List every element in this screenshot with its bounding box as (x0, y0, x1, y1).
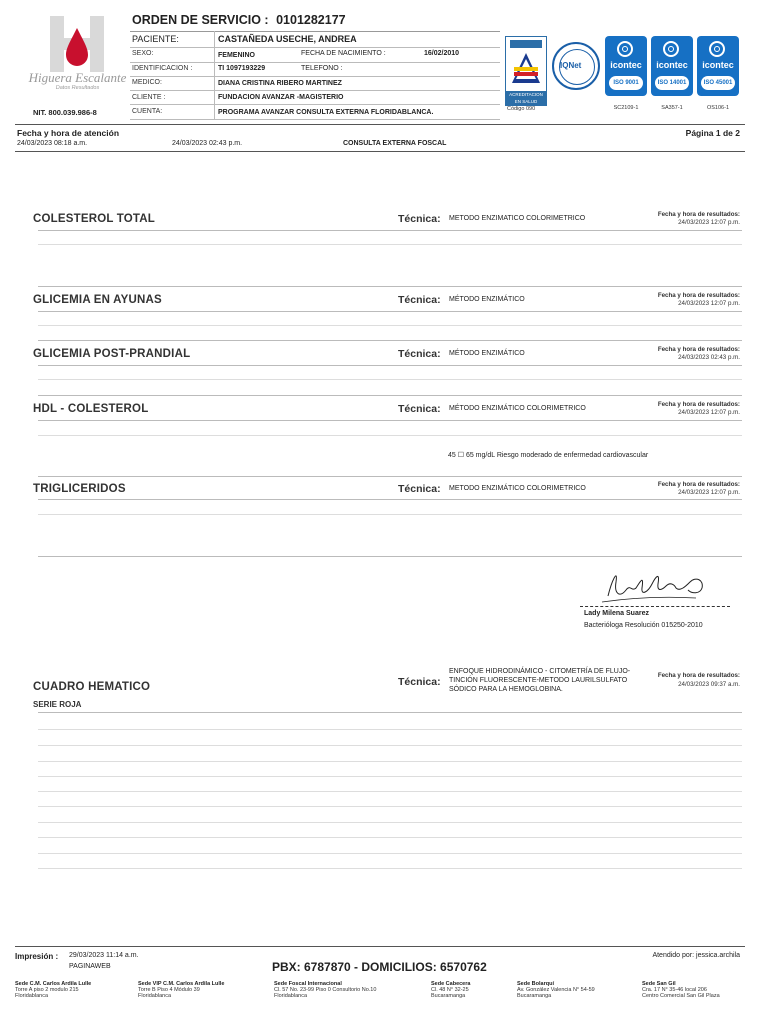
sede-city: Floridablanca (138, 993, 172, 999)
result-time-value: 24/03/2023 12:07 p.m. (678, 219, 740, 226)
result-time-value: 24/03/2023 09:37 a.m. (678, 681, 740, 688)
iso-brand: icontec (702, 60, 734, 70)
test-name: COLESTEROL TOTAL (33, 213, 156, 225)
id-value: TI 1097193229 (218, 65, 266, 72)
iso-code: SC2109-1 (613, 105, 639, 111)
iso-badge-9001 (605, 36, 647, 96)
sede-address: Av. González Valencia N° 54-59 (517, 987, 595, 993)
sede-city: Centro Comercial San Gil Plaza (642, 993, 720, 999)
attention-date-1: 24/03/2023 08:18 a.m. (17, 140, 88, 147)
iso-code: SA357-1 (661, 105, 683, 111)
company-name: Higuera Escalante (28, 70, 127, 85)
iso-brand: icontec (656, 60, 688, 70)
iso-norm: ISO 9001 (609, 76, 643, 90)
reference-note: 45 ☐ 65 mg/dL Riesgo moderado de enfermedad cardiovascular (448, 452, 649, 459)
sede-city: Floridablanca (274, 993, 308, 999)
iso-badge-14001 (651, 36, 693, 96)
result-time-value: 24/03/2023 02:43 p.m. (678, 354, 740, 361)
sede-city: Floridablanca (15, 993, 49, 999)
id-label: IDENTIFICACION : (132, 65, 193, 72)
sede-city: Bucaramanga (431, 993, 466, 999)
sede-name: Sede San Gil (642, 981, 676, 987)
sede-name: Sede Bolarquí (517, 981, 554, 987)
technique-label: Técnica: (398, 483, 441, 495)
logo-drop-icon (30, 14, 125, 76)
result-time-value: 24/03/2023 12:07 p.m. (678, 489, 740, 496)
iqnet-seal (552, 42, 600, 90)
doctor-value: DIANA CRISTINA RIBERO MARTINEZ (218, 80, 342, 87)
sede-city: Bucaramanga (517, 993, 552, 999)
phone-line: PBX: 6787870 - DOMICILIOS: 6570762 (272, 960, 487, 974)
sede-address: Cl. 48 N° 32-25 (431, 987, 469, 993)
result-time-label: Fecha y hora de resultados: (657, 481, 740, 488)
sede-address: Cra. 17 N° 35-46 local 206 (642, 987, 707, 993)
result-time-label: Fecha y hora de resultados: (657, 211, 740, 218)
attended-by: Atendido por: jessica.archila (652, 952, 740, 959)
result-time-label: Fecha y hora de resultados: (657, 672, 740, 679)
company-nit: NIT. 800.039.986-8 (33, 108, 97, 117)
technique-label: Técnica: (398, 676, 441, 688)
technique-value: ENFOQUE HIDRODINÁMICO - CITOMETRÍA DE FLUJO-TINCIÓN FLUORESCENTE-METODO LAURILSULFATO SÓDICO PARA LA HEMOGLOBINA. (449, 668, 631, 693)
result-time-label: Fecha y hora de resultados: (657, 401, 740, 408)
icontec-icon (663, 41, 679, 57)
iqnet-label: IQNet (560, 61, 582, 70)
attention-label: Fecha y hora de atención (17, 128, 120, 138)
signer-title: Bacterióloga Resolución 015250-2010 (584, 622, 703, 629)
company-logo (30, 14, 125, 94)
technique-value: METODO ENZIMATICO COLORIMETRICO (449, 215, 586, 222)
technique-label: Técnica: (398, 403, 441, 415)
technique-value: METODO ENZIMÁTICO COLORIMETRICO (449, 485, 586, 492)
patient-label: PACIENTE: (132, 34, 179, 44)
attention-service: CONSULTA EXTERNA FOSCAL (343, 140, 447, 147)
technique-value: MÉTODO ENZIMÁTICO (449, 296, 525, 303)
sex-label: SEXO: (132, 50, 154, 57)
iso-code: OS106-1 (706, 105, 729, 111)
sede-item (431, 981, 511, 999)
accreditation-code: Código 090 (507, 106, 536, 112)
test-name: CUADRO HEMATICO (33, 681, 151, 693)
signature-scribble (600, 562, 715, 606)
iso-badge-45001 (697, 36, 739, 96)
signer-name: Lady Milena Suarez (584, 610, 649, 617)
birth-label: FECHA DE NACIMIENTO : (301, 50, 386, 57)
print-date: 29/03/2023 11:14 a.m. (69, 952, 139, 959)
result-time-label: Fecha y hora de resultados: (657, 346, 740, 353)
technique-value: MÉTODO ENZIMÁTICO COLORIMETRICO (449, 405, 586, 412)
patient-name: CASTAÑEDA USECHE, ANDREA (218, 34, 357, 44)
company-tagline: Datos Resultados (55, 85, 100, 91)
test-name: TRIGLICERIDOS (33, 483, 126, 495)
sede-item (15, 981, 133, 999)
result-time-value: 24/03/2023 12:07 p.m. (678, 409, 740, 416)
print-label: Impresión : (15, 952, 59, 961)
sede-name: Sede Foscal Internacional (274, 981, 342, 987)
result-time-value: 24/03/2023 12:07 p.m. (678, 300, 740, 307)
sede-address: Torre B Piso 4 Módulo 39 (138, 987, 200, 993)
sede-name: Sede C.M. Carlos Ardila Lulle (15, 981, 92, 987)
sede-address: Cl. 57 No. 23-99 Piso 0 Consultorio No.10 (274, 987, 377, 993)
accreditation-logo (505, 36, 547, 106)
sede-name: Sede VIP C.M. Carlos Ardila Lulle (138, 981, 225, 987)
sede-item (138, 981, 268, 999)
phone-label: TELEFONO : (301, 65, 343, 72)
technique-value: MÉTODO ENZIMÁTICO (449, 350, 525, 357)
iso-brand: icontec (610, 60, 642, 70)
page-number: Página 1 de 2 (685, 128, 740, 138)
test-name: GLICEMIA POST-PRANDIAL (33, 348, 191, 360)
test-name: HDL - COLESTEROL (33, 403, 149, 415)
order-title (132, 13, 346, 27)
iso-norm: ISO 14001 (655, 76, 689, 90)
account-value: PROGRAMA AVANZAR CONSULTA EXTERNA FLORIDABLANCA. (218, 109, 434, 116)
print-source: PAGINAWEB (69, 963, 111, 970)
sede-item (517, 981, 635, 999)
sede-address: Torre A piso 2 modulo 215 (15, 987, 79, 993)
client-value: FUNDACION AVANZAR -MAGISTERIO (218, 94, 344, 101)
client-label: CLIENTE : (132, 94, 166, 101)
subsection-title: SERIE ROJA (33, 700, 82, 709)
technique-label: Técnica: (398, 294, 441, 306)
doctor-label: MEDICO: (132, 79, 162, 86)
birth-value: 16/02/2010 (424, 50, 460, 57)
accreditation-mark-icon (506, 37, 546, 89)
order-number: 0101282177 (276, 13, 346, 27)
sex-value: FEMENINO (218, 52, 255, 59)
iso-norm: ISO 45001 (701, 76, 735, 90)
icontec-icon (709, 41, 725, 57)
icontec-icon (617, 41, 633, 57)
result-time-label: Fecha y hora de resultados: (657, 292, 740, 299)
attention-date-2: 24/03/2023 02:43 p.m. (172, 140, 243, 147)
sede-item (274, 981, 424, 999)
account-label: CUENTA: (132, 108, 163, 115)
sede-name: Sede Cabecera (431, 981, 471, 987)
order-label: ORDEN DE SERVICIO : (132, 13, 269, 27)
technique-label: Técnica: (398, 348, 441, 360)
technique-label: Técnica: (398, 213, 441, 225)
test-name: GLICEMIA EN AYUNAS (33, 294, 162, 306)
sede-item (642, 981, 752, 999)
accreditation-text: ACREDITACION EN SALUD (506, 91, 546, 105)
